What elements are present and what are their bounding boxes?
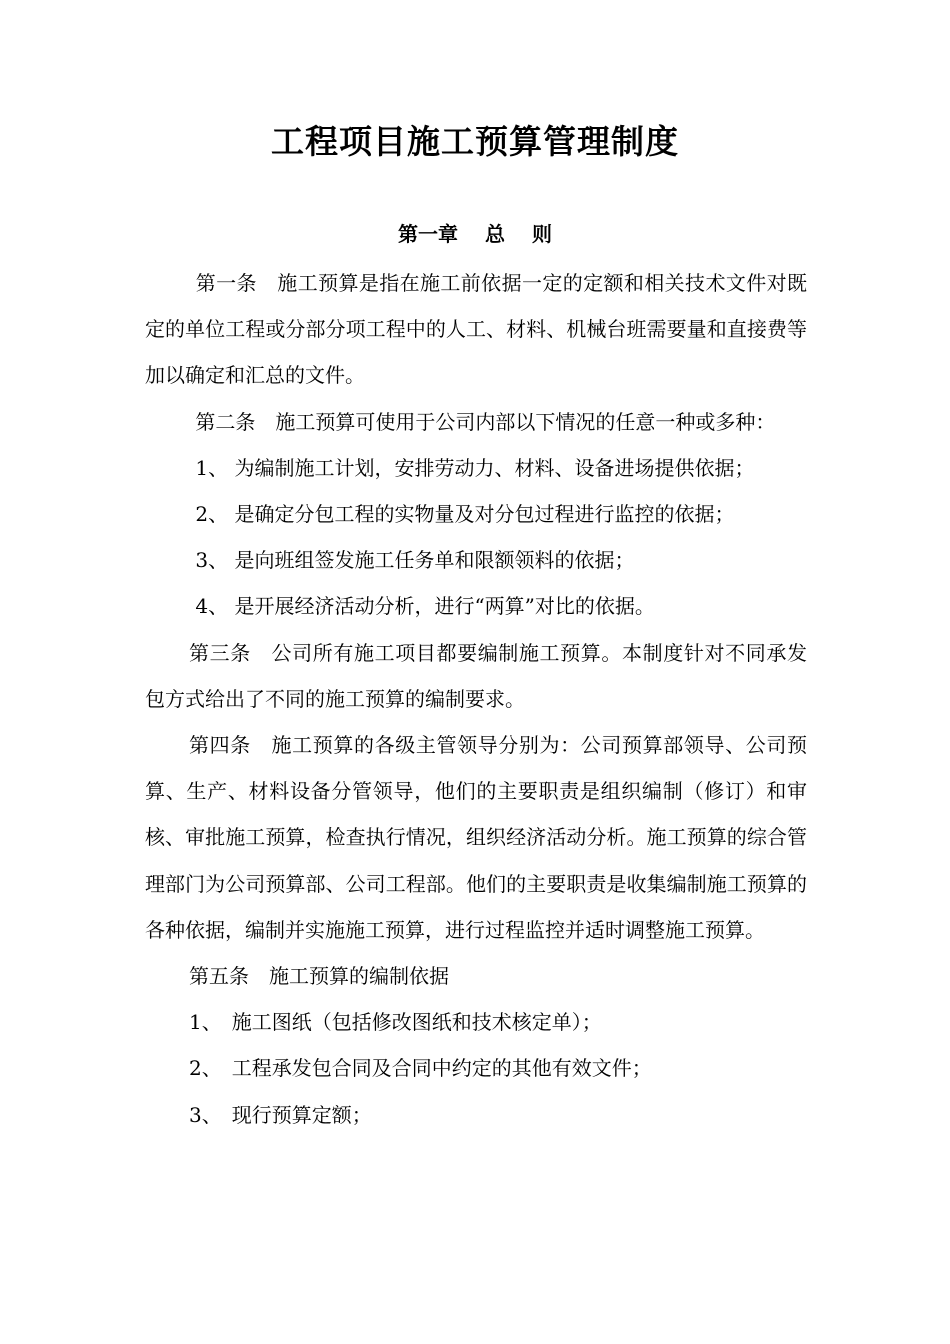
document-title: 工程项目施工预算管理制度 — [271, 122, 679, 161]
article-5-item-3: 3、 现行预算定额； — [189, 1102, 372, 1127]
article-1: 第一条 施工预算是指在施工前依据一定的定额和相关技术文件对既定的单位工程或分部分项工程中的人工、材料、机械台班需要量和直接费等加以确定和汇总的文件。 — [145, 271, 808, 388]
article-2: 第二条 施工预算可使用于公司内部以下情况的任意一种或多种： — [189, 409, 776, 434]
article-5: 第五条 施工预算的编制依据 — [189, 964, 449, 989]
document-body — [145, 260, 807, 1138]
article-4: 第四条 施工预算的各级主管领导分别为：公司预算部领导、公司预算、生产、材料设备分管领导，他们的主要职责是组织编制（修订）和审核、审批施工预算，检查执行情况，组织经济活动分析。施工预算的综合管理部门为公司预算部、公司工程部。他们的主要职责是收集编制施工预算的各种依据，编制并实施施工预算，进行过程监控并适时调整施工预算。 — [145, 733, 807, 942]
article-2-item-3: 3、 是向班组签发施工任务单和限额领料的依据； — [189, 548, 635, 573]
article-2-item-1: 1、 为编制施工计划，安排劳动力、材料、设备进场提供依据； — [189, 455, 755, 480]
article-2-item-2: 2、 是确定分包工程的实物量及对分包过程进行监控的依据； — [189, 502, 735, 527]
article-2-item-4: 4、 是开展经济活动分析，进行“两算”对比的依据。 — [189, 594, 655, 619]
article-5-item-1: 1、 施工图纸（包括修改图纸和技术核定单）； — [189, 1010, 602, 1035]
article-5-item-2: 2、 工程承发包合同及合同中约定的其他有效文件； — [189, 1056, 652, 1081]
article-3: 第三条 公司所有施工项目都要编制施工预算。本制度针对不同承发包方式给出了不同的施工预算的编制要求。 — [145, 640, 807, 711]
chapter-heading: 第一章 总 则 — [398, 222, 552, 246]
